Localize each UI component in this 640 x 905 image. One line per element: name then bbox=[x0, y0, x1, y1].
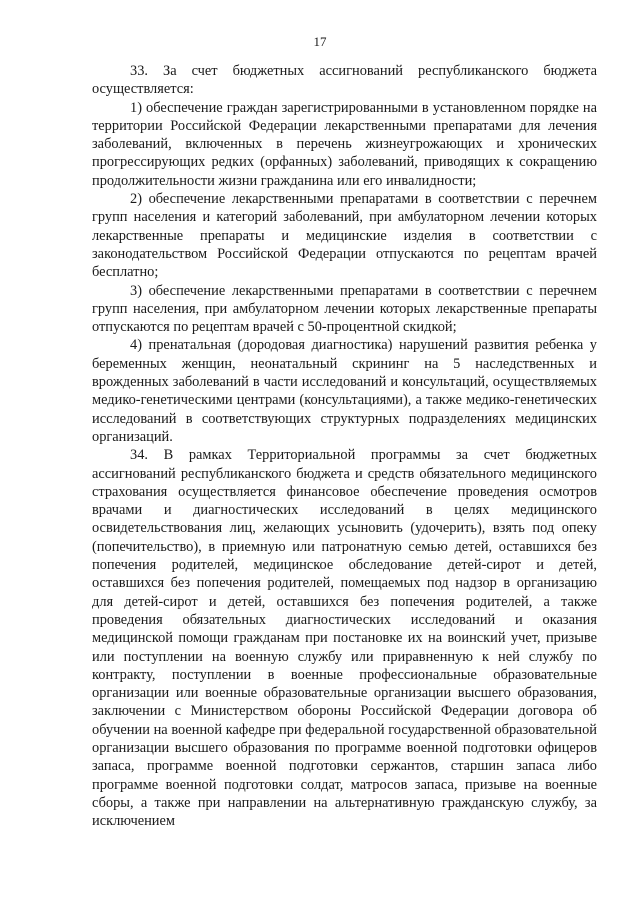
paragraph-item-3: 3) обеспечение лекарственными препаратами в соответствии с перечнем групп населения, при амбулаторном лечении которых лекарственные препараты отпускаются по рецептам врачей с 50-процентной скидкой; bbox=[92, 282, 597, 336]
paragraph-34: 34. В рамках Территориальной программы за счет бюджетных ассигнований республиканского бюджета и средств обязательного медицинского страхования осуществляется финансовое обеспечение проведения осмотров врачами и диагностических исследований в целях медицинского освидетельствования лиц, желающих усыновить (удочерить), взять под опеку (попечительство), в приемную или патронатную семью детей, оставшихся без попечения родителей, медицинское обследование детей-сирот и детей, оставшихся без попечения родителей, помещаемых под надзор в организацию для детей-сирот и детей, оставшихся без попечения родителей, а также проведения обязательных диагностических исследований и оказания медицинской помощи гражданам при постановке их на воинский учет, призыве или поступлении на военную службу или приравненную к ней службу по контракту, поступлении в военные профессиональные образовательные организации или военные образовательные организации высшего образования, заключении с Министерством обороны Российской Федерации договора об обучении на военной кафедре при федеральной государственной образовательной организации высшего образования по программе военной подготовки офицеров запаса, программе военной подготовки сержантов, старшин запаса либо программе военной подготовки солдат, матросов запаса, призыве на военные сборы, а также при направлении на альтернативную гражданскую службу, за исключением bbox=[92, 447, 597, 830]
paragraph-item-1: 1) обеспечение граждан зарегистрированными в установленном порядке на территории Российской Федерации лекарственными препаратами для лечения заболеваний, включенных в перечень жизнеугрожающих и хронических прогрессирующих редких (орфанных) заболеваний, приводящих к сокращению продолжительности жизни гражданина или его инвалидности; bbox=[92, 99, 597, 189]
paragraph-33-intro: 33. За счет бюджетных ассигнований республиканского бюджета осуществляется: bbox=[92, 63, 597, 98]
paragraph-item-2: 2) обеспечение лекарственными препаратами в соответствии с перечнем групп населения и категорий заболеваний, при амбулаторном лечении которых лекарственные препараты и медицинские изделия в соответствии с законодательством Российской Федерации отпускаются по рецептам врачей бесплатно; bbox=[92, 191, 597, 281]
document-body bbox=[92, 62, 597, 830]
paragraph-item-4: 4) пренатальная (дородовая диагностика) нарушений развития ребенка у беременных женщин, неонатальный скрининг на 5 наследственных и врожденных заболеваний в части исследований и консультаций, осуществляемых медико-генетическими центрами (консультациями), а также медико-генетических исследований в соответствующих структурных подразделениях медицинских организаций. bbox=[92, 337, 597, 445]
page-number: 17 bbox=[313, 34, 327, 49]
